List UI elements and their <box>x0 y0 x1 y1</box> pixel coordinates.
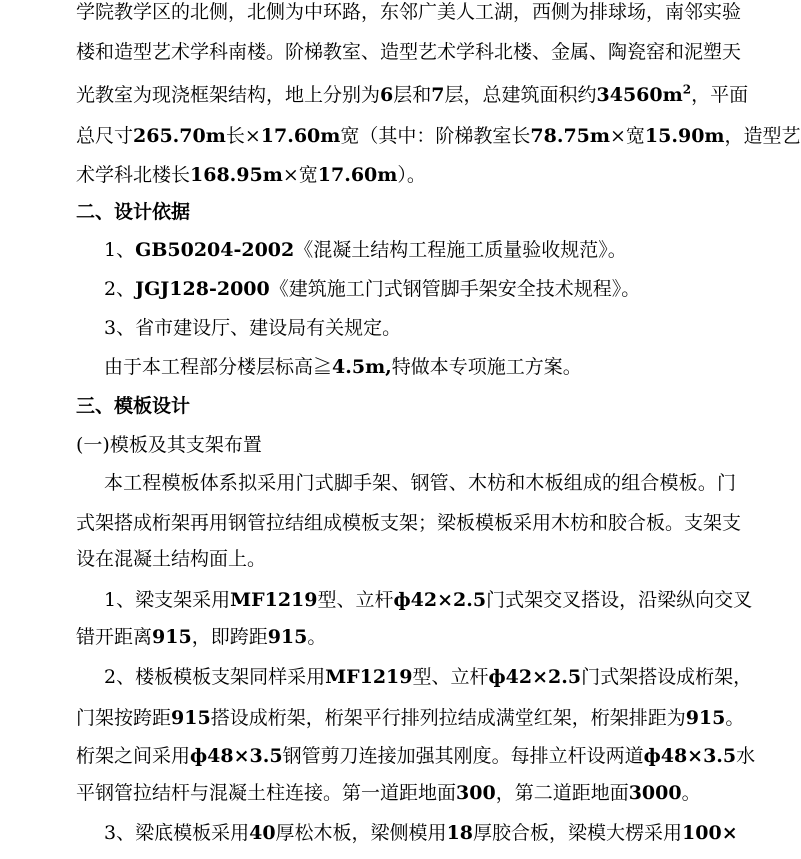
paragraph-line: 设在混凝土结构面上。 <box>76 548 267 570</box>
text-run: ×宽 <box>610 125 645 147</box>
paragraph-line <box>76 82 749 107</box>
text-run: ，即跨距 <box>191 626 268 648</box>
text-run: ，造型艺 <box>724 125 801 147</box>
text-run: 4.5m, <box>332 356 392 378</box>
text-run: 搭设成桁架，桁架平行排列拉结成满堂红架，桁架排距为 <box>210 707 686 729</box>
text-run: 特做本专项施工方案。 <box>391 356 582 378</box>
paragraph-line <box>76 0 742 24</box>
text-run: 。 <box>681 782 701 804</box>
text-run: 17.60m <box>317 164 398 186</box>
text-run: 1、 <box>104 239 136 261</box>
text-run: 本工程模板体系拟采用门式脚手架、钢管、木枋和木板组成的组合模板。门 <box>104 472 736 494</box>
text-run: 门式架搭设成桁架， <box>581 666 753 688</box>
text-run: 100× <box>682 822 738 844</box>
paragraph-line <box>76 40 742 64</box>
text-run: 6 <box>380 84 394 106</box>
text-run: 长× <box>225 125 261 147</box>
text-run: 7 <box>431 84 445 106</box>
text-run: ，第二道距地面 <box>495 782 629 804</box>
text-run: 平钢管拉结杆与混凝土柱连接。第一道距地面 <box>76 782 457 804</box>
list-item <box>104 665 753 689</box>
text-run: 168.95m <box>190 164 283 186</box>
paragraph-line <box>76 706 745 730</box>
text-run: 桁架之间采用 <box>76 745 191 767</box>
text-run: MF1219 <box>325 666 413 688</box>
text-run: GB50204-2002 <box>135 239 295 261</box>
text-run: JGJ128-2000 <box>135 278 270 300</box>
text-run: MF1219 <box>230 589 318 611</box>
text-run: 层，总建筑面积约 <box>444 84 597 106</box>
text-run: 915 <box>685 707 726 729</box>
section-heading: 三、模板设计 <box>76 395 191 417</box>
text-run: ф48×3.5 <box>643 745 737 767</box>
text-run: 由于本工程部分楼层标高≧ <box>104 356 333 378</box>
text-run: 17.60m <box>260 125 341 147</box>
paragraph-line <box>76 744 756 768</box>
text-run: 错开距离 <box>76 626 153 648</box>
text-run: 厚胶合板，梁模大楞采用 <box>473 822 683 844</box>
text-run: 型、立杆 <box>317 589 394 611</box>
text-run: 915 <box>267 626 308 648</box>
superscript: 2 <box>682 82 692 97</box>
text-run: 门式架交叉搭设，沿梁纵向交叉 <box>486 589 753 611</box>
text-run: 。 <box>725 707 745 729</box>
text-run: 总尺寸 <box>76 125 134 147</box>
text-run: 40 <box>249 822 276 844</box>
text-run: 3000 <box>628 782 682 804</box>
list-item <box>104 588 753 612</box>
text-run: 式架搭成桁架再用钢管拉结组成模板支架；梁板模板采用木枋和胶合板。支架支 <box>76 512 742 534</box>
text-run: 宽（其中：阶梯教室长 <box>340 125 531 147</box>
text-run: 门架按跨距 <box>76 707 172 729</box>
text-run: ×宽 <box>282 164 318 186</box>
text-run: 。 <box>307 626 327 648</box>
text-run: 78.75m <box>530 125 610 147</box>
text-run: 300 <box>456 782 496 804</box>
text-run: 2、 <box>104 278 136 300</box>
paragraph-line <box>104 471 736 495</box>
text-run: 3、梁底模板采用 <box>104 822 250 844</box>
text-run: 型、立杆 <box>412 666 489 688</box>
text-run: ）。 <box>397 164 426 186</box>
paragraph-line <box>76 124 801 148</box>
text-run: 《混凝土结构工程施工质量验收规范》。 <box>294 239 627 261</box>
text-run: ф48×3.5 <box>190 745 283 767</box>
text-run: ф42×2.5 <box>393 589 487 611</box>
list-item: 3、省市建设厅、建设局有关规定。 <box>104 317 402 339</box>
text-run: 15.90m <box>644 125 725 147</box>
text-run: ，平面 <box>691 84 749 106</box>
text-run: 楼和造型艺术学科南楼。阶梯教室、造型艺术学科北楼、金属、陶瓷窑和泥塑天 <box>76 41 742 63</box>
subsection-heading: (一)模板及其支架布置 <box>76 434 262 456</box>
text-run: 915 <box>171 707 211 729</box>
text-run: 钢管剪刀连接加强其刚度。每排立杆设两道 <box>282 745 644 767</box>
text-run: 915 <box>152 626 192 648</box>
section-heading: 二、设计依据 <box>76 201 191 223</box>
text-run: 2、楼板模板支架同样采用 <box>104 666 326 688</box>
text-run: 265.70m <box>133 125 226 147</box>
text-run: 层和 <box>393 84 432 106</box>
text-run: 18 <box>446 822 474 844</box>
paragraph-line <box>76 511 742 535</box>
text-run: 《建筑施工门式钢管脚手架安全技术规程》。 <box>269 278 641 300</box>
list-item <box>104 821 736 845</box>
paragraph-line <box>104 355 764 379</box>
list-item <box>104 238 764 262</box>
text-run: 水 <box>736 745 756 767</box>
text-run: 学院教学区的北侧，北侧为中环路，东邻广美人工湖，西侧为排球场，南邻实验 <box>76 1 742 23</box>
paragraph-line <box>76 781 736 805</box>
text-run: 光教室为现浇框架结构，地上分别为 <box>76 84 381 106</box>
text-run: 厚松木板，梁侧模用 <box>275 822 447 844</box>
text-run: 34560m <box>596 84 683 106</box>
text-run: ф42×2.5 <box>488 666 582 688</box>
list-item <box>104 277 764 301</box>
text-run: 术学科北楼长 <box>76 164 191 186</box>
paragraph-line <box>76 625 736 649</box>
text-run: 1、梁支架采用 <box>104 589 231 611</box>
paragraph-line <box>76 163 736 187</box>
